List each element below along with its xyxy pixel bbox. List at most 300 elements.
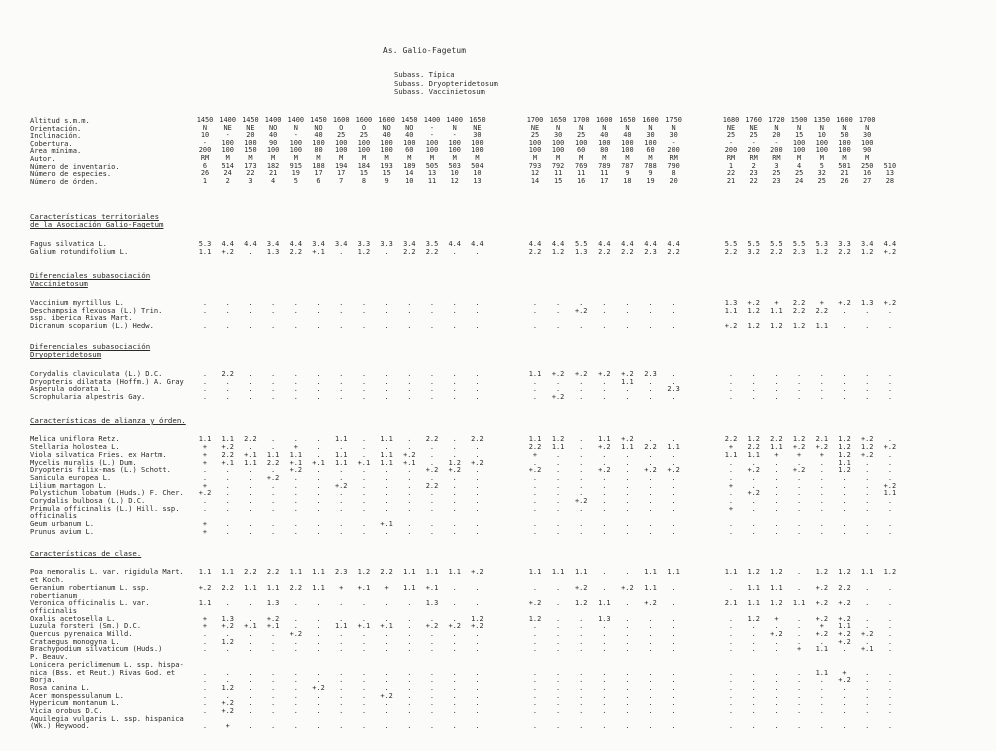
header-cell-author: M <box>602 154 607 162</box>
abundance-cell: . <box>248 481 253 490</box>
abundance-cell: + <box>202 481 208 490</box>
abundance-cell: 1.1 <box>380 435 393 444</box>
abundance-cell: . <box>671 668 676 677</box>
abundance-cell: . <box>248 321 253 330</box>
abundance-cell: . <box>865 458 870 467</box>
abundance-cell: 1.1 <box>838 622 851 631</box>
abundance-cell: . <box>842 321 847 330</box>
abundance-cell: . <box>819 722 824 731</box>
abundance-cell: . <box>384 443 389 452</box>
abundance-cell: . <box>625 722 630 731</box>
abundance-cell: +.1 <box>357 583 371 592</box>
abundance-cell: 1.1 <box>815 668 829 677</box>
header-cell-altitude: 1600 <box>595 116 613 124</box>
abundance-cell: . <box>225 645 230 654</box>
header-cell-min-area: 100 <box>528 146 542 155</box>
abundance-cell: 2.2 <box>425 435 439 444</box>
abundance-cell: . <box>579 385 584 394</box>
abundance-cell: . <box>429 458 435 467</box>
abundance-cell: . <box>532 489 538 498</box>
species-name: Lilium martagon L. <box>30 480 107 490</box>
abundance-cell: 1.1 <box>289 450 303 459</box>
abundance-cell: 2.3 <box>644 369 657 378</box>
abundance-cell: 1.1 <box>860 568 874 577</box>
abundance-cell: . <box>202 699 208 708</box>
abundance-cell: . <box>407 614 412 623</box>
abundance-cell: . <box>271 392 276 401</box>
header-cell-author: M <box>384 154 389 162</box>
header-cell-author: M <box>225 154 230 162</box>
abundance-cell: . <box>452 392 457 401</box>
abundance-cell: . <box>202 298 208 307</box>
abundance-cell: . <box>248 520 253 529</box>
abundance-cell: +.2 <box>266 614 280 623</box>
abundance-cell: . <box>339 298 344 307</box>
abundance-cell: . <box>316 504 321 513</box>
abundance-cell: 4.4 <box>221 239 234 248</box>
abundance-cell: . <box>271 298 276 307</box>
abundance-cell: . <box>532 527 538 536</box>
abundance-cell: . <box>384 599 389 608</box>
abundance-cell: 1.1 <box>266 583 280 592</box>
header-cell-inventory: 792 <box>551 161 565 170</box>
abundance-cell: . <box>579 683 584 692</box>
abundance-cell: . <box>842 385 847 394</box>
header-cell-inventory: 4 <box>797 161 802 170</box>
abundance-cell: . <box>648 676 653 685</box>
abundance-cell: . <box>625 568 630 577</box>
abundance-cell: 2.2 <box>724 247 738 256</box>
abundance-cell: . <box>248 298 253 307</box>
abundance-cell: . <box>842 392 847 401</box>
abundance-cell: 1.1 <box>403 583 416 592</box>
abundance-cell: . <box>271 630 276 638</box>
header-cell-min-area: 100 <box>471 146 484 155</box>
header-cell-coverage: 100 <box>289 138 303 147</box>
abundance-cell: . <box>532 481 538 490</box>
abundance-cell: . <box>887 321 892 330</box>
header-cell-species-count: 11 <box>577 169 586 178</box>
abundance-cell: 5.3 <box>198 239 212 248</box>
abundance-cell: . <box>361 435 366 444</box>
abundance-cell: . <box>361 298 366 307</box>
abundance-cell: . <box>579 377 584 386</box>
abundance-cell: 1.2 <box>792 435 806 444</box>
abundance-cell: . <box>316 377 321 386</box>
header-cell-altitude: 1450 <box>400 116 418 124</box>
abundance-cell: . <box>452 699 457 708</box>
subassociation-typica: Subass. Típica <box>394 70 455 79</box>
abundance-cell: . <box>384 392 389 401</box>
abundance-cell: . <box>407 630 412 638</box>
header-cell-inclination: 40 <box>382 131 391 140</box>
abundance-cell: . <box>797 699 802 708</box>
abundance-cell: . <box>429 443 435 452</box>
abundance-cell: . <box>625 668 630 677</box>
header-cell-coverage: 90 <box>268 138 278 147</box>
abundance-cell: . <box>316 298 321 307</box>
abundance-cell: . <box>602 637 607 646</box>
abundance-cell: . <box>797 622 802 631</box>
header-cell-orientation: NE <box>749 123 758 132</box>
abundance-cell: 1.3 <box>574 247 588 256</box>
abundance-cell: +.2 <box>598 443 611 452</box>
abundance-cell: . <box>339 377 344 386</box>
abundance-cell: . <box>671 676 676 685</box>
abundance-cell: . <box>225 527 230 536</box>
header-cell-author: RM <box>669 154 678 162</box>
abundance-cell: . <box>407 691 412 700</box>
section-title: Características de alianza y órden. <box>30 416 186 425</box>
header-cell-inventory: 193 <box>380 161 393 170</box>
abundance-cell: . <box>384 497 389 505</box>
header-cell-order: 22 <box>749 176 758 185</box>
header-cell-order: 12 <box>450 176 459 185</box>
abundance-cell: . <box>316 527 321 536</box>
abundance-cell: . <box>407 306 412 315</box>
abundance-cell: . <box>225 504 230 513</box>
abundance-cell: . <box>887 435 892 444</box>
header-cell-author: M <box>797 154 802 162</box>
header-cell-inventory: 793 <box>528 161 542 170</box>
abundance-cell: . <box>842 527 847 536</box>
abundance-cell: . <box>887 583 892 592</box>
abundance-cell: . <box>452 504 457 513</box>
abundance-cell: . <box>532 520 538 529</box>
species-name: Melica uniflora Retz. <box>30 434 120 444</box>
abundance-cell: . <box>728 699 734 708</box>
abundance-cell: . <box>316 385 321 394</box>
abundance-cell: 4.4 <box>528 239 542 248</box>
abundance-cell: 3.3 <box>380 239 393 248</box>
header-cell-coverage: 100 <box>357 138 371 147</box>
abundance-cell: 1.2 <box>357 247 371 256</box>
abundance-cell: . <box>429 520 435 529</box>
abundance-cell: . <box>248 722 253 731</box>
header-cell-inventory: 2 <box>751 161 756 170</box>
abundance-cell: . <box>556 668 561 677</box>
abundance-cell: 4.4 <box>289 239 303 248</box>
header-cell-author: RM <box>749 154 758 162</box>
abundance-cell: . <box>429 630 435 638</box>
section-title: de la Asociación Galio-Fagetum <box>30 220 164 230</box>
abundance-cell: . <box>887 369 892 378</box>
abundance-cell: . <box>751 497 756 505</box>
abundance-cell: . <box>819 637 824 646</box>
abundance-cell: . <box>225 691 230 700</box>
abundance-cell: . <box>339 497 344 505</box>
abundance-cell: 1.1 <box>244 583 257 592</box>
abundance-cell: . <box>728 527 734 536</box>
abundance-cell: . <box>475 481 480 490</box>
abundance-cell: . <box>225 489 230 498</box>
abundance-cell: . <box>728 722 734 731</box>
abundance-cell: . <box>556 599 561 608</box>
abundance-cell: . <box>625 298 630 307</box>
abundance-cell: . <box>728 497 734 505</box>
abundance-cell: +.1 <box>380 622 393 631</box>
abundance-cell: 2.2 <box>598 247 611 256</box>
abundance-cell: 1.1 <box>312 568 325 577</box>
abundance-cell: . <box>774 622 779 631</box>
abundance-cell: +.1 <box>357 622 371 631</box>
abundance-cell: . <box>248 707 253 715</box>
abundance-cell: . <box>797 668 802 677</box>
abundance-cell: . <box>532 458 538 467</box>
abundance-cell: . <box>361 668 366 677</box>
abundance-cell: . <box>865 306 870 315</box>
abundance-cell: +.2 <box>448 466 461 475</box>
abundance-cell: . <box>865 520 870 529</box>
species-name: Corydalis bulbosa (L.) D.C. <box>30 496 146 505</box>
abundance-cell: . <box>225 321 230 330</box>
abundance-cell: . <box>819 481 824 490</box>
abundance-cell: . <box>671 392 676 401</box>
abundance-cell: +.2 <box>860 435 874 444</box>
header-label-inventory: Número de inventario. <box>30 161 120 171</box>
abundance-cell: 1.1 <box>221 435 234 444</box>
header-cell-coverage: 100 <box>860 138 874 147</box>
species-name: Poa nemoralis L. var. rigidula Mart. <box>30 567 184 577</box>
abundance-cell: . <box>532 583 538 592</box>
abundance-cell: . <box>648 306 653 315</box>
abundance-cell: . <box>452 691 457 700</box>
header-cell-orientation: N <box>625 123 630 132</box>
abundance-cell: . <box>579 676 584 685</box>
abundance-cell: . <box>625 599 630 608</box>
abundance-cell: . <box>384 504 389 513</box>
header-cell-min-area: 100 <box>792 146 806 155</box>
header-cell-inclination: 40 <box>623 131 632 140</box>
abundance-cell: . <box>602 683 607 692</box>
abundance-cell: . <box>532 683 538 692</box>
abundance-cell: 5.5 <box>770 239 783 248</box>
abundance-cell: 1.1 <box>551 568 565 577</box>
abundance-cell: . <box>429 645 435 654</box>
abundance-cell: . <box>625 637 630 646</box>
species-name: robertianum <box>30 590 77 600</box>
abundance-cell: . <box>671 450 676 459</box>
header-cell-inclination: 15 <box>794 131 804 140</box>
abundance-cell: . <box>751 683 756 692</box>
abundance-cell: 1.1 <box>198 599 212 608</box>
abundance-cell: 1.2 <box>747 568 760 577</box>
abundance-cell: . <box>248 599 253 608</box>
abundance-cell: . <box>361 683 366 692</box>
header-cell-species-count: 22 <box>726 169 736 178</box>
abundance-cell: . <box>225 306 230 315</box>
abundance-cell: . <box>887 699 892 708</box>
abundance-cell: . <box>225 466 230 475</box>
abundance-cell: . <box>579 520 584 529</box>
header-cell-inventory: 514 <box>221 161 234 170</box>
abundance-cell: . <box>819 676 824 685</box>
abundance-cell: . <box>751 676 756 685</box>
abundance-cell: . <box>887 707 892 715</box>
abundance-cell: . <box>225 520 230 529</box>
header-cell-orientation: N <box>648 123 653 132</box>
abundance-cell: . <box>819 489 824 498</box>
abundance-cell: +.2 <box>598 466 611 475</box>
header-cell-inclination: 30 <box>863 131 872 140</box>
abundance-cell: . <box>625 473 630 482</box>
abundance-cell: . <box>452 527 457 536</box>
abundance-cell: . <box>774 481 779 490</box>
abundance-cell: . <box>429 450 435 459</box>
abundance-cell: . <box>475 385 480 394</box>
header-cell-order: 4 <box>271 176 276 185</box>
header-cell-species-count: 23 <box>749 169 758 178</box>
header-cell-altitude: 1500 <box>790 116 808 124</box>
abundance-cell: . <box>751 369 756 378</box>
abundance-cell: . <box>797 504 802 513</box>
abundance-cell: . <box>532 385 538 394</box>
abundance-cell: . <box>475 443 480 452</box>
header-cell-altitude: 1650 <box>549 116 567 124</box>
abundance-cell: 1.2 <box>528 614 542 623</box>
abundance-cell: . <box>339 630 344 638</box>
header-cell-inventory: 787 <box>621 161 634 170</box>
abundance-cell: . <box>887 722 892 731</box>
abundance-cell: . <box>316 599 321 608</box>
abundance-cell: . <box>271 481 276 490</box>
abundance-cell: . <box>671 306 676 315</box>
abundance-cell: 2.2 <box>815 306 829 315</box>
abundance-cell: + <box>384 583 389 592</box>
abundance-cell: . <box>407 707 412 715</box>
abundance-cell: . <box>887 306 892 315</box>
abundance-cell: . <box>361 481 366 490</box>
abundance-cell: . <box>887 497 892 505</box>
abundance-cell: . <box>361 377 366 386</box>
abundance-cell: . <box>774 369 779 378</box>
header-cell-min-area: 80 <box>314 146 323 155</box>
abundance-cell: . <box>316 497 321 505</box>
section-title: Vaccinietosum <box>30 279 88 289</box>
abundance-cell: 1.1 <box>667 443 680 452</box>
header-cell-inventory: 1 <box>728 161 734 170</box>
abundance-cell: +.2 <box>289 630 303 638</box>
header-cell-altitude: 1450 <box>310 116 327 124</box>
abundance-cell: . <box>339 637 344 646</box>
abundance-cell: . <box>475 306 480 315</box>
abundance-cell: 2.2 <box>471 435 484 444</box>
abundance-cell: . <box>797 707 802 715</box>
abundance-cell: + <box>728 443 734 452</box>
abundance-cell: . <box>248 489 253 498</box>
abundance-cell: . <box>602 568 607 577</box>
abundance-cell: +.1 <box>289 458 303 467</box>
abundance-cell: 1.1 <box>551 443 565 452</box>
abundance-cell: . <box>452 614 457 623</box>
abundance-cell: . <box>248 377 253 386</box>
abundance-cell: . <box>625 481 630 490</box>
header-cell-coverage: 100 <box>792 138 806 147</box>
abundance-cell: . <box>819 497 824 505</box>
abundance-cell: . <box>271 497 276 505</box>
subassociation-vaccinietosum: Subass. Vaccinietosum <box>394 87 485 97</box>
abundance-cell: . <box>225 497 230 505</box>
abundance-cell: . <box>248 504 253 513</box>
abundance-cell: . <box>887 450 892 459</box>
abundance-cell: . <box>774 489 779 498</box>
abundance-cell: . <box>887 622 892 631</box>
abundance-cell: . <box>842 497 847 505</box>
abundance-cell: . <box>579 668 584 677</box>
abundance-cell: . <box>532 637 538 646</box>
abundance-cell: . <box>797 369 802 378</box>
abundance-cell: . <box>625 676 630 685</box>
abundance-cell: . <box>452 630 457 638</box>
species-name: (Wk.) Heywood. <box>30 721 90 731</box>
abundance-cell: . <box>602 377 607 386</box>
abundance-cell: . <box>429 707 435 715</box>
abundance-cell: . <box>361 676 366 685</box>
header-cell-author: M <box>361 154 366 162</box>
header-cell-inclination: 10 <box>817 131 826 140</box>
abundance-cell: . <box>271 466 276 475</box>
abundance-cell: . <box>842 520 847 529</box>
abundance-cell: . <box>475 497 480 505</box>
abundance-cell: . <box>361 504 366 513</box>
species-name: Dryopteris dilatata (Hoffm.) A. Gray <box>30 376 184 386</box>
abundance-cell: 1.1 <box>528 568 542 577</box>
abundance-cell: . <box>361 691 366 700</box>
abundance-cell: . <box>293 599 298 608</box>
abundance-cell: 1.1 <box>770 443 783 452</box>
abundance-cell: . <box>248 699 253 708</box>
abundance-cell: . <box>887 599 892 608</box>
abundance-cell: . <box>407 298 412 307</box>
abundance-cell: . <box>475 473 480 482</box>
header-cell-orientation: N <box>602 123 607 132</box>
abundance-cell: . <box>293 377 298 386</box>
abundance-cell: . <box>361 645 366 654</box>
abundance-cell: . <box>532 699 538 708</box>
abundance-cell: . <box>475 691 480 700</box>
species-name: Crataegus monogyna L. <box>30 636 120 646</box>
header-cell-orientation: N <box>293 123 298 132</box>
abundance-cell: . <box>865 691 870 700</box>
abundance-cell: . <box>202 691 208 700</box>
abundance-cell: . <box>648 614 653 623</box>
abundance-cell: . <box>797 691 802 700</box>
abundance-cell: . <box>271 637 276 646</box>
abundance-cell: +.2 <box>380 691 393 700</box>
abundance-cell: + <box>202 622 208 631</box>
abundance-cell: 1.1 <box>747 599 760 608</box>
header-cell-altitude: 1720 <box>768 116 785 124</box>
abundance-cell: . <box>202 321 208 330</box>
abundance-cell: . <box>774 466 779 475</box>
header-cell-min-area: 150 <box>244 146 257 155</box>
header-cell-altitude: 1600 <box>378 116 395 124</box>
abundance-cell: . <box>797 473 802 482</box>
abundance-cell: + <box>202 527 208 536</box>
abundance-cell: . <box>407 504 412 513</box>
abundance-cell: . <box>202 630 208 638</box>
header-cell-inventory: 182 <box>266 161 280 170</box>
abundance-cell: . <box>339 527 344 536</box>
abundance-cell: . <box>361 392 366 401</box>
abundance-cell: . <box>579 699 584 708</box>
header-cell-min-area: 100 <box>425 146 439 155</box>
abundance-cell: +.2 <box>667 466 680 475</box>
abundance-cell: 1.2 <box>770 599 783 608</box>
abundance-cell: 1.1 <box>198 435 212 444</box>
abundance-cell: . <box>248 369 253 378</box>
abundance-cell: . <box>751 377 756 386</box>
